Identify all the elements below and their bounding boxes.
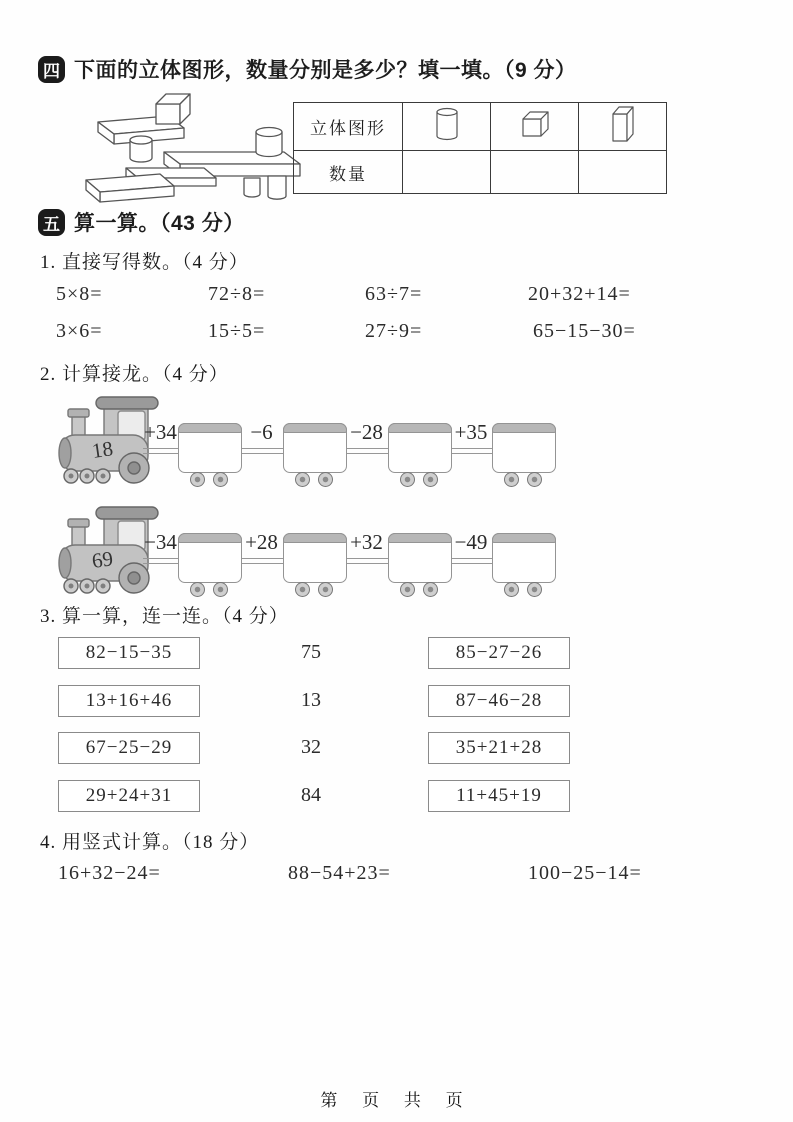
wagon-lid — [388, 423, 452, 433]
quantity-answer-cell[interactable] — [403, 151, 491, 194]
section5-heading — [38, 207, 245, 237]
equation: 15÷5= — [208, 320, 266, 342]
answer-wagon[interactable] — [283, 423, 347, 473]
quantity-answer-cell[interactable] — [579, 151, 667, 194]
equation: 3×6= — [56, 320, 103, 342]
match-right-box[interactable]: 35+21+28 — [428, 732, 570, 764]
wagon-lid — [283, 423, 347, 433]
equation: 63÷7= — [365, 283, 423, 305]
calc-chain-train-2 — [58, 505, 558, 603]
train-start-number: 69 — [90, 546, 115, 573]
chain-op: −28 — [350, 420, 383, 444]
answer-wagon[interactable] — [283, 533, 347, 583]
match-number[interactable]: 13 — [301, 689, 321, 711]
train-rail — [345, 558, 388, 564]
shape-cell-cube — [491, 103, 579, 151]
wagon-lid — [178, 423, 242, 433]
section5-badge: 五 — [38, 209, 65, 236]
equation: 88−54+23= — [288, 862, 391, 884]
match-number[interactable]: 75 — [301, 641, 321, 663]
equation: 65−15−30= — [533, 320, 636, 342]
equation: 16+32−24= — [58, 862, 161, 884]
match-right-box[interactable]: 85−27−26 — [428, 637, 570, 669]
chain-op: −6 — [250, 420, 273, 444]
chain-op: −49 — [454, 530, 488, 554]
train-start-number: 18 — [90, 436, 115, 463]
train-rail — [450, 558, 492, 564]
train-rail — [143, 448, 178, 454]
wagon-lid — [178, 533, 242, 543]
train-rail — [240, 448, 283, 454]
answer-wagon[interactable] — [388, 533, 452, 583]
section4-badge: 四 — [38, 56, 65, 83]
wagon-lid — [492, 423, 556, 433]
match-number[interactable]: 84 — [301, 784, 321, 806]
cylinder-icon — [434, 106, 460, 142]
wagon-lid — [388, 533, 452, 543]
chain-op: +32 — [350, 530, 383, 554]
train-rail — [450, 448, 492, 454]
wagon-lid — [492, 533, 556, 543]
answer-wagon[interactable] — [388, 423, 452, 473]
blocks-illustration — [68, 92, 306, 206]
match-title: 3. 算一算，连一连。（4 分） — [40, 606, 289, 627]
match-left-box[interactable]: 13+16+46 — [58, 685, 200, 717]
equation: 5×8= — [56, 283, 103, 305]
match-left-box[interactable]: 82−15−35 — [58, 637, 200, 669]
calc-chain-train-1 — [58, 395, 558, 493]
equation: 72÷8= — [208, 283, 266, 305]
equation: 20+32+14= — [528, 283, 631, 305]
chain-calc-title: 2. 计算接龙。（4 分） — [40, 364, 229, 385]
match-left-box[interactable]: 67−25−29 — [58, 732, 200, 764]
match-left-box[interactable]: 29+24+31 — [58, 780, 200, 812]
train-rail — [240, 558, 283, 564]
section4-title: 下面的立体图形，数量分别是多少？填一填。（9 分） — [74, 59, 577, 82]
answer-wagon[interactable] — [492, 423, 556, 473]
shape-cell-cylinder — [403, 103, 491, 151]
quantity-row-header: 数量 — [294, 151, 403, 194]
section4-heading — [38, 54, 577, 84]
shapes-table — [293, 102, 667, 194]
cuboid-icon — [610, 105, 636, 143]
quantity-answer-cell[interactable] — [491, 151, 579, 194]
answer-wagon[interactable] — [178, 423, 242, 473]
match-right-box[interactable]: 11+45+19 — [428, 780, 570, 812]
equation: 27÷9= — [365, 320, 423, 342]
answer-wagon[interactable] — [178, 533, 242, 583]
vertical-calc-title: 4. 用竖式计算。（18 分） — [40, 832, 260, 853]
chain-op: +34 — [144, 420, 177, 444]
equation: 100−25−14= — [528, 862, 642, 884]
train-rail — [345, 448, 388, 454]
chain-op: −34 — [144, 530, 177, 554]
cube-icon — [520, 110, 550, 138]
wagon-lid — [283, 533, 347, 543]
section5-title: 算一算。（43 分） — [74, 212, 245, 235]
shape-cell-cuboid — [579, 103, 667, 151]
shapes-row-header: 立体图形 — [294, 103, 403, 151]
train-rail — [143, 558, 178, 564]
match-right-box[interactable]: 87−46−28 — [428, 685, 570, 717]
chain-op: +28 — [245, 530, 278, 554]
direct-calc-title: 1. 直接写得数。（4 分） — [40, 252, 249, 273]
answer-wagon[interactable] — [492, 533, 556, 583]
chain-op: +35 — [454, 420, 488, 444]
match-number[interactable]: 32 — [301, 736, 321, 758]
page-footer: 第 页 共 页 — [320, 1091, 473, 1110]
